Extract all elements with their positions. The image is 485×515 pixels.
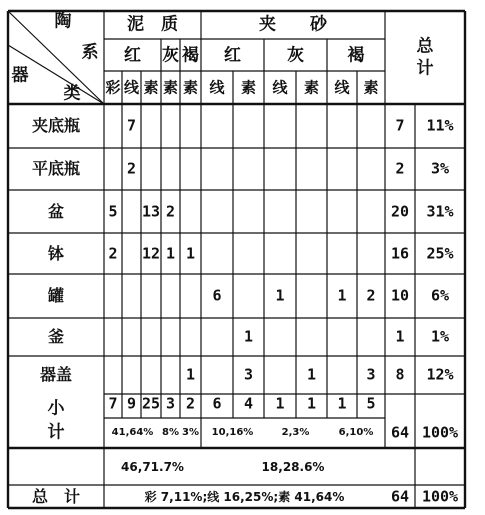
- row-count: 10: [390, 286, 410, 305]
- total-label: 总 计: [31, 486, 81, 506]
- total-summary: 彩 7,11%;线 16,25%;素 41,64%: [144, 489, 345, 504]
- column-header: 素: [162, 78, 179, 97]
- subtotal-pct-nizhi-grey: 8%: [162, 427, 179, 438]
- column-header: 素: [240, 78, 257, 97]
- subtotal-percent: 100%: [421, 423, 459, 442]
- row-count: 7: [395, 116, 405, 135]
- row-percent: 6%: [430, 286, 450, 305]
- total-header: 计: [416, 58, 434, 78]
- column-header: 素: [363, 78, 379, 97]
- subtotal-cell: 25: [141, 394, 161, 413]
- column-header: 线: [123, 78, 140, 97]
- column-header: 线: [334, 78, 350, 97]
- subtotal-cell: 1: [337, 394, 347, 413]
- table-cell: 1: [185, 244, 196, 262]
- subtotal-count: 64: [390, 423, 410, 442]
- column-header: 彩: [105, 78, 121, 97]
- total-percent: 100%: [421, 487, 459, 505]
- table-cell: 2: [126, 159, 137, 178]
- row-percent: 31%: [426, 202, 454, 220]
- table-cell: 5: [108, 202, 118, 220]
- row-count: 2: [395, 159, 405, 178]
- table-cell: 1: [337, 286, 347, 305]
- subheader-jiasha-red: 红: [224, 45, 241, 66]
- row-label: 罐: [47, 286, 65, 305]
- subtotal-cell: 1: [306, 394, 317, 413]
- row-percent: 11%: [426, 116, 454, 135]
- subheader-jiasha-grey: 灰: [287, 45, 304, 66]
- row-label: 器盖: [39, 365, 73, 384]
- subheader-jiasha-brown: 褐: [347, 45, 365, 66]
- subtotal-cell: 6: [212, 394, 222, 413]
- row-label: 夹底瓶: [31, 116, 81, 135]
- row-count: 1: [395, 327, 405, 346]
- subtotal-cell: 2: [185, 394, 196, 413]
- subtotal-pct-jiasha-grey: 2,3%: [281, 427, 310, 438]
- column-header: 素: [303, 78, 320, 97]
- table-cell: 1: [306, 365, 317, 384]
- table-cell: 7: [126, 116, 137, 135]
- subtotal-pct-jiasha-brown: 6,10%: [338, 427, 374, 438]
- subtotal-cell: 1: [275, 394, 285, 413]
- total-header: 总: [416, 36, 434, 56]
- row-label: 平底瓶: [31, 159, 81, 178]
- row-count: 20: [390, 202, 410, 220]
- table-cell: 1: [243, 327, 254, 346]
- group-header-nizhi: 泥 质: [127, 14, 178, 35]
- column-header: 素: [143, 78, 159, 97]
- subheader-nizhi-red: 红: [124, 45, 141, 66]
- row-percent: 12%: [426, 365, 454, 384]
- corner-label-xi: 系: [81, 42, 99, 63]
- group-header-jiasha: 夹 砂: [259, 14, 327, 35]
- table-cell: 12: [141, 244, 161, 262]
- column-header: 线: [209, 78, 225, 97]
- total-count: 64: [390, 487, 410, 505]
- row-count: 16: [390, 244, 410, 262]
- subtotal-group-jiasha: 18,28.6%: [261, 459, 325, 474]
- corner-label-tao: 陶: [54, 11, 72, 32]
- row-label: 钵: [47, 243, 65, 263]
- row-label: 盆: [47, 201, 65, 221]
- table-cell: 13: [141, 202, 161, 220]
- table-cell: 1: [275, 286, 285, 305]
- subtotal-pct-nizhi-red: 41,64%: [111, 427, 154, 438]
- table-cell: 6: [212, 286, 222, 305]
- subtotal-group-nizhi: 46,71.7%: [121, 459, 184, 474]
- table-cell: 2: [366, 286, 376, 305]
- column-header: 线: [272, 78, 288, 97]
- subtotal-cell: 3: [165, 394, 176, 413]
- corner-label-lei: 类: [63, 83, 81, 104]
- subtotal-pct-jiasha-red: 10,16%: [211, 427, 254, 438]
- table-cell: 1: [165, 244, 176, 262]
- corner-label-qi: 器: [11, 65, 29, 86]
- subtotal-pct-nizhi-brown: 3%: [182, 427, 199, 438]
- row-label: 釜: [47, 327, 65, 346]
- row-percent: 3%: [430, 159, 450, 178]
- row-count: 8: [395, 365, 405, 384]
- table-cell: 2: [108, 244, 118, 262]
- subtotal-cell: 5: [366, 394, 376, 413]
- table-cell: 1: [185, 365, 196, 384]
- subheader-nizhi-brown: 褐: [182, 45, 199, 66]
- row-percent: 1%: [430, 327, 450, 346]
- table-cell: 2: [165, 202, 176, 220]
- subheader-nizhi-grey: 灰: [162, 45, 179, 66]
- subtotal-label: 计: [47, 422, 65, 443]
- subtotal-cell: 9: [126, 394, 137, 413]
- column-header: 素: [182, 78, 199, 97]
- subtotal-cell: 7: [108, 394, 118, 413]
- table-cell: 3: [366, 365, 376, 384]
- subtotal-label: 小: [47, 398, 65, 419]
- subtotal-cell: 4: [243, 394, 254, 413]
- row-percent: 25%: [426, 244, 454, 262]
- table-cell: 3: [243, 365, 254, 384]
